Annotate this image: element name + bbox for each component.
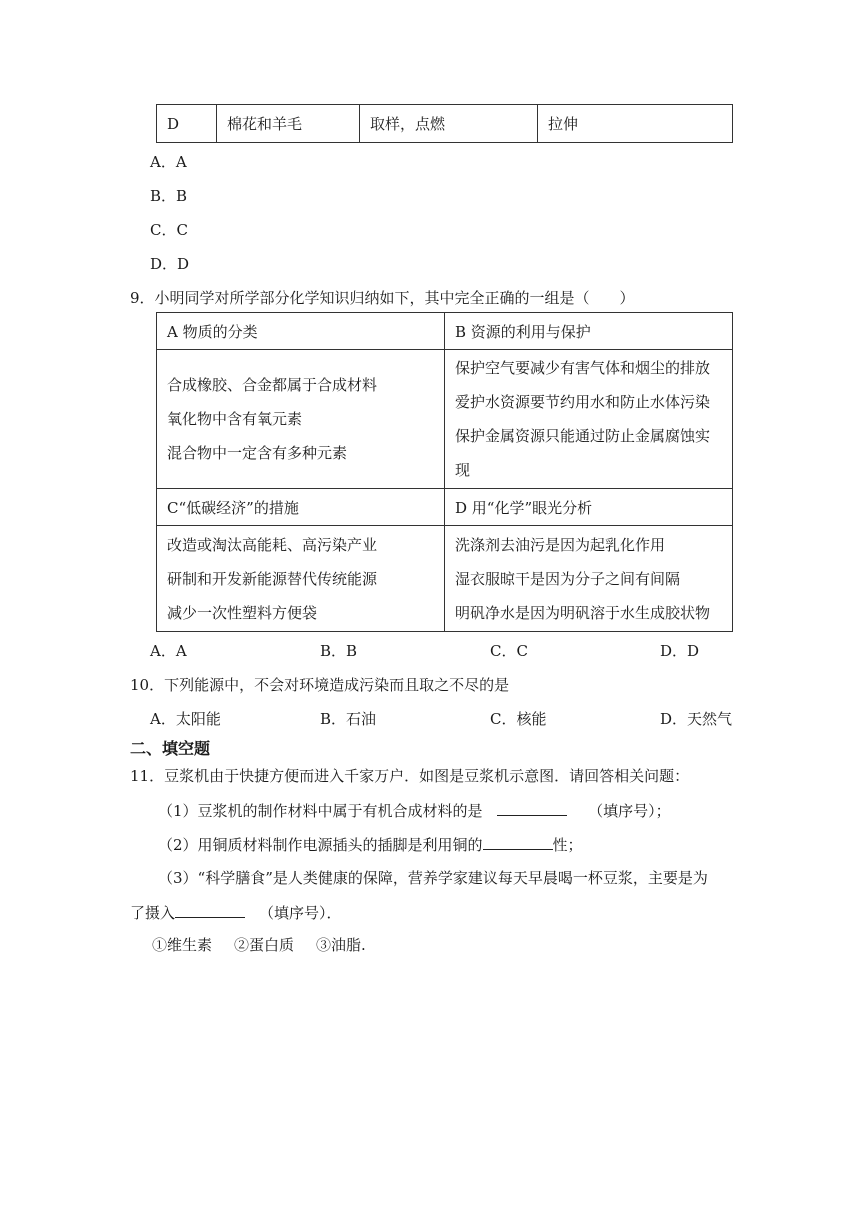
q9-a-line: 氧化物中含有氧元素 — [167, 410, 303, 428]
q11-choice: ①维生素 — [152, 936, 213, 954]
table-cell: 取样，点燃 — [360, 105, 538, 143]
q10-option-b: B．石油 — [320, 710, 377, 728]
q9-a-body — [157, 350, 445, 489]
q9-b-line: 爱护水资源要节约用水和防止水体污染 — [455, 393, 711, 411]
q8-table — [156, 104, 733, 143]
table-cell: 棉花和羊毛 — [217, 105, 360, 143]
q11-part3-text: 了摄入 — [130, 904, 176, 922]
q11-choice: ②蛋白质 — [234, 936, 295, 954]
q9-c-line: 研制和开发新能源替代传统能源 — [167, 569, 378, 588]
table-cell: 拉伸 — [538, 105, 733, 143]
q9-d-line: 湿衣服晾干是因为分子之间有间隔 — [455, 569, 681, 588]
q9-b-line: 保护空气要减少有害气体和烟尘的排放 — [455, 359, 711, 377]
q10-option-a: A．太阳能 — [150, 710, 221, 728]
q9-c-header: C“低碳经济”的措施 — [157, 489, 445, 526]
q9-table — [156, 312, 733, 632]
q11-part3-suffix: （填序号）． — [259, 904, 342, 922]
table-cell: D — [157, 105, 217, 143]
q11-choices — [152, 934, 366, 955]
q11-part2-text: （2）用铜质材料制作电源插头的插脚是利用铜的 — [158, 836, 483, 854]
answer-blank[interactable] — [175, 901, 245, 918]
q11-part3-line2 — [130, 901, 342, 923]
q11-part2 — [158, 833, 583, 855]
answer-blank[interactable] — [483, 833, 553, 850]
q9-options — [150, 640, 699, 661]
q9-d-body — [445, 526, 733, 632]
q9-d-line: 明矾净水是因为明矾溶于水生成胶状物 — [455, 603, 711, 622]
q9-a-header: A 物质的分类 — [157, 313, 445, 350]
answer-blank[interactable] — [497, 799, 567, 816]
q10-option-d: D．天然气 — [660, 710, 733, 728]
q9-a-line: 混合物中一定含有多种元素 — [167, 444, 348, 462]
q9-b-line: 保护金属资源只能通过防止金属腐蚀实 — [455, 427, 711, 445]
q8-option-a: A．A — [150, 153, 187, 171]
q9-b-header: B 资源的利用与保护 — [445, 313, 733, 350]
q9-stem: 9．小明同学对所学部分化学知识归纳如下，其中完全正确的一组是（ ） — [130, 289, 635, 307]
q11-part2-suffix: 性； — [552, 836, 583, 854]
q11-stem: 11．豆浆机由于快捷方便而进入千家万户．如图是豆浆机示意图．请回答相关问题： — [130, 767, 690, 785]
q9-c-line: 减少一次性塑料方便袋 — [167, 603, 318, 622]
q9-option-b: B．B — [320, 642, 358, 660]
section-title: 二、填空题 — [130, 739, 211, 758]
q11-part1-suffix: （填序号）； — [588, 802, 671, 820]
q9-d-header: D 用“化学”眼光分析 — [445, 489, 733, 526]
q10-options — [150, 708, 732, 729]
q9-d-line: 洗涤剂去油污是因为起乳化作用 — [455, 535, 666, 554]
q8-option-c: C．C — [150, 221, 188, 239]
q9-option-c: C．C — [490, 642, 528, 660]
q10-option-c: C．核能 — [490, 710, 547, 728]
q9-b-line: 现 — [455, 461, 471, 479]
q9-a-line: 合成橡胶、合金都属于合成材料 — [167, 376, 378, 394]
q9-c-line: 改造或淘汰高能耗、高污染产业 — [167, 535, 378, 554]
q8-option-d: D．D — [150, 255, 190, 273]
q9-c-body — [157, 526, 445, 632]
q10-stem: 10．下列能源中，不会对环境造成污染而且取之不尽的是 — [130, 676, 510, 694]
q9-b-body — [445, 350, 733, 489]
q9-option-d: D．D — [660, 642, 700, 660]
q8-option-b: B．B — [150, 187, 188, 205]
q9-option-a: A．A — [150, 642, 187, 660]
q11-part1-text: （1）豆浆机的制作材料中属于有机合成材料的是 — [158, 802, 483, 820]
q11-part1 — [158, 799, 671, 821]
q11-part3-line1: （3）“科学膳食”是人类健康的保障，营养学家建议每天早晨喝一杯豆浆，主要是为 — [158, 869, 708, 887]
q11-choice: ③油脂. — [316, 936, 366, 954]
